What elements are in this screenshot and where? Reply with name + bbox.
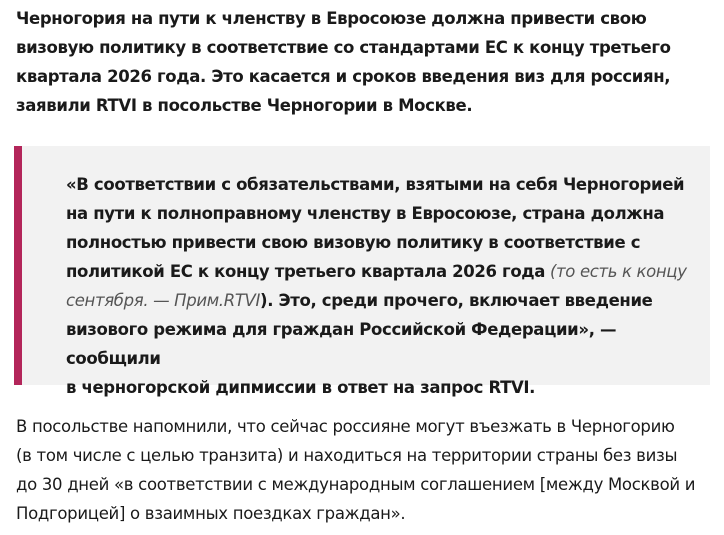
lead-line: Черногория на пути к членству в Евросоюзе должна привести свою bbox=[16, 9, 647, 28]
editor-note: (то есть к концу bbox=[545, 262, 687, 281]
quote-line: ). Это, среди прочего, включает введение bbox=[260, 291, 653, 310]
paragraph-line: В посольстве напомнили, что сейчас россияне могут въезжать в Черногорию bbox=[16, 417, 675, 436]
lead-line: заявили RTVI в посольстве Черногории в Москве. bbox=[16, 96, 473, 115]
article-paragraph bbox=[16, 412, 722, 528]
quote-line: в черногорской дипмиссии в ответ на запрос RTVI. bbox=[66, 378, 536, 397]
editor-note: сентября. — Прим.RTVI bbox=[66, 291, 261, 310]
quote-line: на пути к полноправному членству в Евросоюзе, страна должна bbox=[66, 204, 665, 223]
lead-line: квартала 2026 года. Это касается и сроков введения виз для россиян, bbox=[16, 67, 671, 86]
paragraph-line: до 30 дней «в соответствии с международным соглашением [между Москвой и bbox=[16, 475, 696, 494]
quote-line: полностью привести свою визовую политику в соответствие с bbox=[66, 233, 641, 252]
blockquote bbox=[14, 146, 710, 397]
paragraph-line: Подгорицей] о взаимных поездках граждан». bbox=[16, 504, 406, 523]
quote-line: «В соответствии с обязательствами, взятыми на себя Черногорией bbox=[66, 175, 685, 194]
quote-line: визового режима для граждан Российской Федерации», — сообщили bbox=[66, 320, 617, 368]
paragraph-line: (в том числе с целью транзита) и находиться на территории страны без визы bbox=[16, 446, 678, 465]
quote-line: политикой ЕС к концу третьего квартала 2026 года bbox=[66, 262, 546, 281]
quote-text bbox=[66, 170, 706, 402]
article-lead bbox=[16, 4, 696, 120]
lead-line: визовую политику в соответствие со стандартами ЕС к концу третьего bbox=[16, 38, 671, 57]
